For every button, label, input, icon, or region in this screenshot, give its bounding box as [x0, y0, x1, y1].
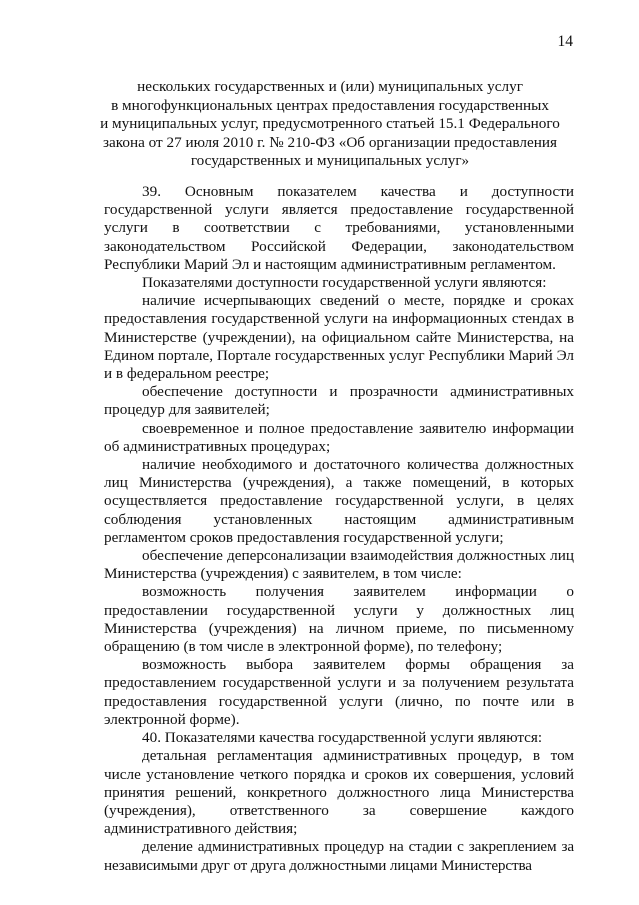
paragraph-list-item: детальная регламентация административных процедур, в том числе установление четкого порядка и сроков их совершения, условий принятия решений, конкретного должностного лица Министерства (учреждения), ответственного за совершение каждого административного действия; [104, 747, 574, 838]
paragraph-item-40: 40. Показателями качества государственной услуги являются: [142, 729, 543, 747]
page-number: 14 [557, 33, 573, 50]
paragraph-list-item: обеспечение деперсонализации взаимодействия должностных лиц Министерства (учреждения) с заявителем, в том числе: [104, 547, 574, 583]
paragraph-list-item: деление административных процедур на стадии с закреплением за независимыми друг от друга должностными лицами Министерства [104, 838, 574, 874]
paragraph-accessibility-intro: Показателями доступности государственной услуги являются: [142, 274, 547, 292]
heading-line: нескольких государственных и (или) муниципальных услуг [137, 78, 523, 95]
heading-line: в многофункциональных центрах предоставления государственных [111, 96, 549, 114]
document-body [104, 183, 574, 875]
paragraph-item-39: 39. Основным показателем качества и доступности государственной услуги является предоставление государственной услуги в соответствии с требованиями, установленными законодательством Российской Федерации, законодательством Республики Марий Эл и настоящим административным регламентом. [104, 183, 574, 273]
paragraph-list-item: возможность выбора заявителем формы обращения за предоставлением государственной услуги и за получением результата предоставления государственной услуги (лично, по почте или в электронной форме). [104, 656, 574, 728]
paragraph-list-item: обеспечение доступности и прозрачности административных процедур для заявителей; [104, 383, 574, 419]
section-heading [80, 78, 580, 171]
heading-line: и муниципальных услуг, предусмотренного статьей 15.1 Федерального [100, 115, 560, 133]
paragraph-list-item: возможность получения заявителем информации о предоставлении государственной услуги у должностных лиц Министерства (учреждения) на личном приеме, по письменному обращению (в том числе в электронной форме), по телефону; [104, 583, 574, 656]
paragraph-list-item: наличие необходимого и достаточного количества должностных лиц Министерства (учреждения), а также помещений, в которых осуществляется предоставление государственной услуги, в целях соблюдения установленных настоящим административным регламентом сроков предоставления государственной услуги; [104, 456, 574, 546]
paragraph-list-item: наличие исчерпывающих сведений о месте, порядке и сроках предоставления государственной услуги на информационных стендах в Министерстве (учреждении), на официальном сайте Министерства, на Едином портале, Портале государственных услуг Республики Марий Эл и в федеральном реестре; [104, 292, 574, 383]
heading-line: государственных и муниципальных услуг» [190, 152, 470, 170]
paragraph-list-item: своевременное и полное предоставление заявителю информации об административных процедурах; [104, 419, 574, 455]
heading-line: закона от 27 июля 2010 г. № 210-ФЗ «Об организации предоставления [103, 133, 557, 151]
